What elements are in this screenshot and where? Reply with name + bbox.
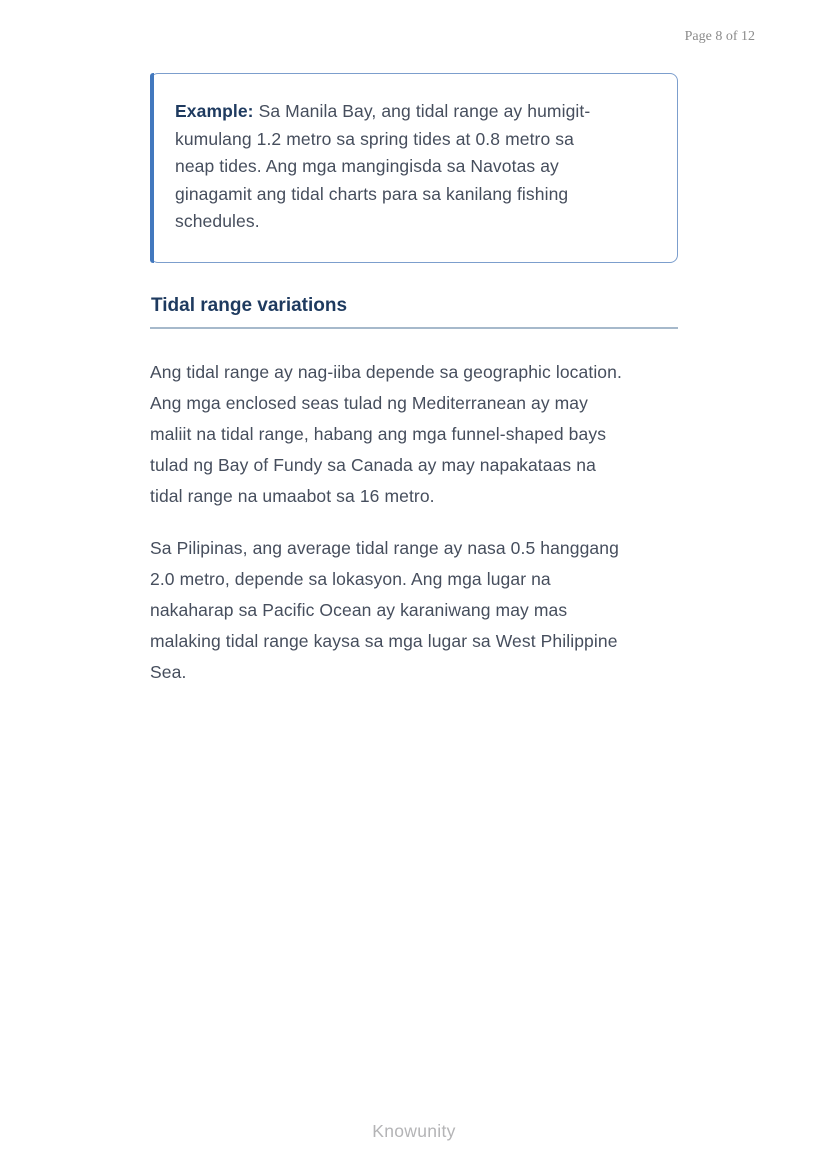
text-line: ginagamit ang tidal charts para sa kanilang fishing: [175, 183, 569, 204]
heading-divider: [150, 327, 678, 329]
text-line: schedules.: [175, 211, 260, 231]
text-line: nakaharap sa Pacific Ocean ay karaniwang may mas: [150, 599, 568, 620]
callout-accent-bar: [150, 73, 154, 263]
page-indicator: Page 8 of 12: [684, 29, 755, 44]
text-line: Ang mga enclosed seas tulad ng Mediterranean ay may: [150, 392, 588, 413]
text-line: Sea.: [150, 661, 187, 682]
text-line: neap tides. Ang mga mangingisda sa Navotas ay: [175, 156, 559, 176]
text-line: tulad ng Bay of Fundy sa Canada ay may napakataas na: [150, 454, 596, 475]
text-line: Ang tidal range ay nag-iiba depende sa geographic location.: [150, 361, 622, 382]
example-first-line-text: Sa Manila Bay, ang tidal range ay humigit-: [258, 101, 591, 121]
text-line: tidal range na umaabot sa 16 metro.: [150, 485, 435, 506]
footer-brand: Knowunity: [372, 1121, 456, 1141]
body-paragraph-2: [150, 533, 678, 688]
text-line: malaking tidal range kaysa sa mga lugar sa West Philippine: [150, 630, 618, 651]
body-paragraph-1: [150, 357, 678, 512]
text-line: Sa Pilipinas, ang average tidal range ay nasa 0.5 hanggang: [150, 537, 619, 558]
example-callout-box: [150, 73, 678, 263]
example-rest-lines: [175, 126, 657, 236]
example-text: [175, 98, 657, 236]
example-first-line: [175, 98, 657, 126]
page-content: [150, 73, 678, 688]
text-line: maliit na tidal range, habang ang mga funnel-shaped bays: [150, 423, 607, 444]
text-line: kumulang 1.2 metro sa spring tides at 0.8 metro sa: [175, 128, 574, 149]
example-label: Example:: [175, 101, 254, 121]
section-heading: Tidal range variations: [151, 294, 348, 316]
text-line: 2.0 metro, depende sa lokasyon. Ang mga lugar na: [150, 568, 551, 589]
